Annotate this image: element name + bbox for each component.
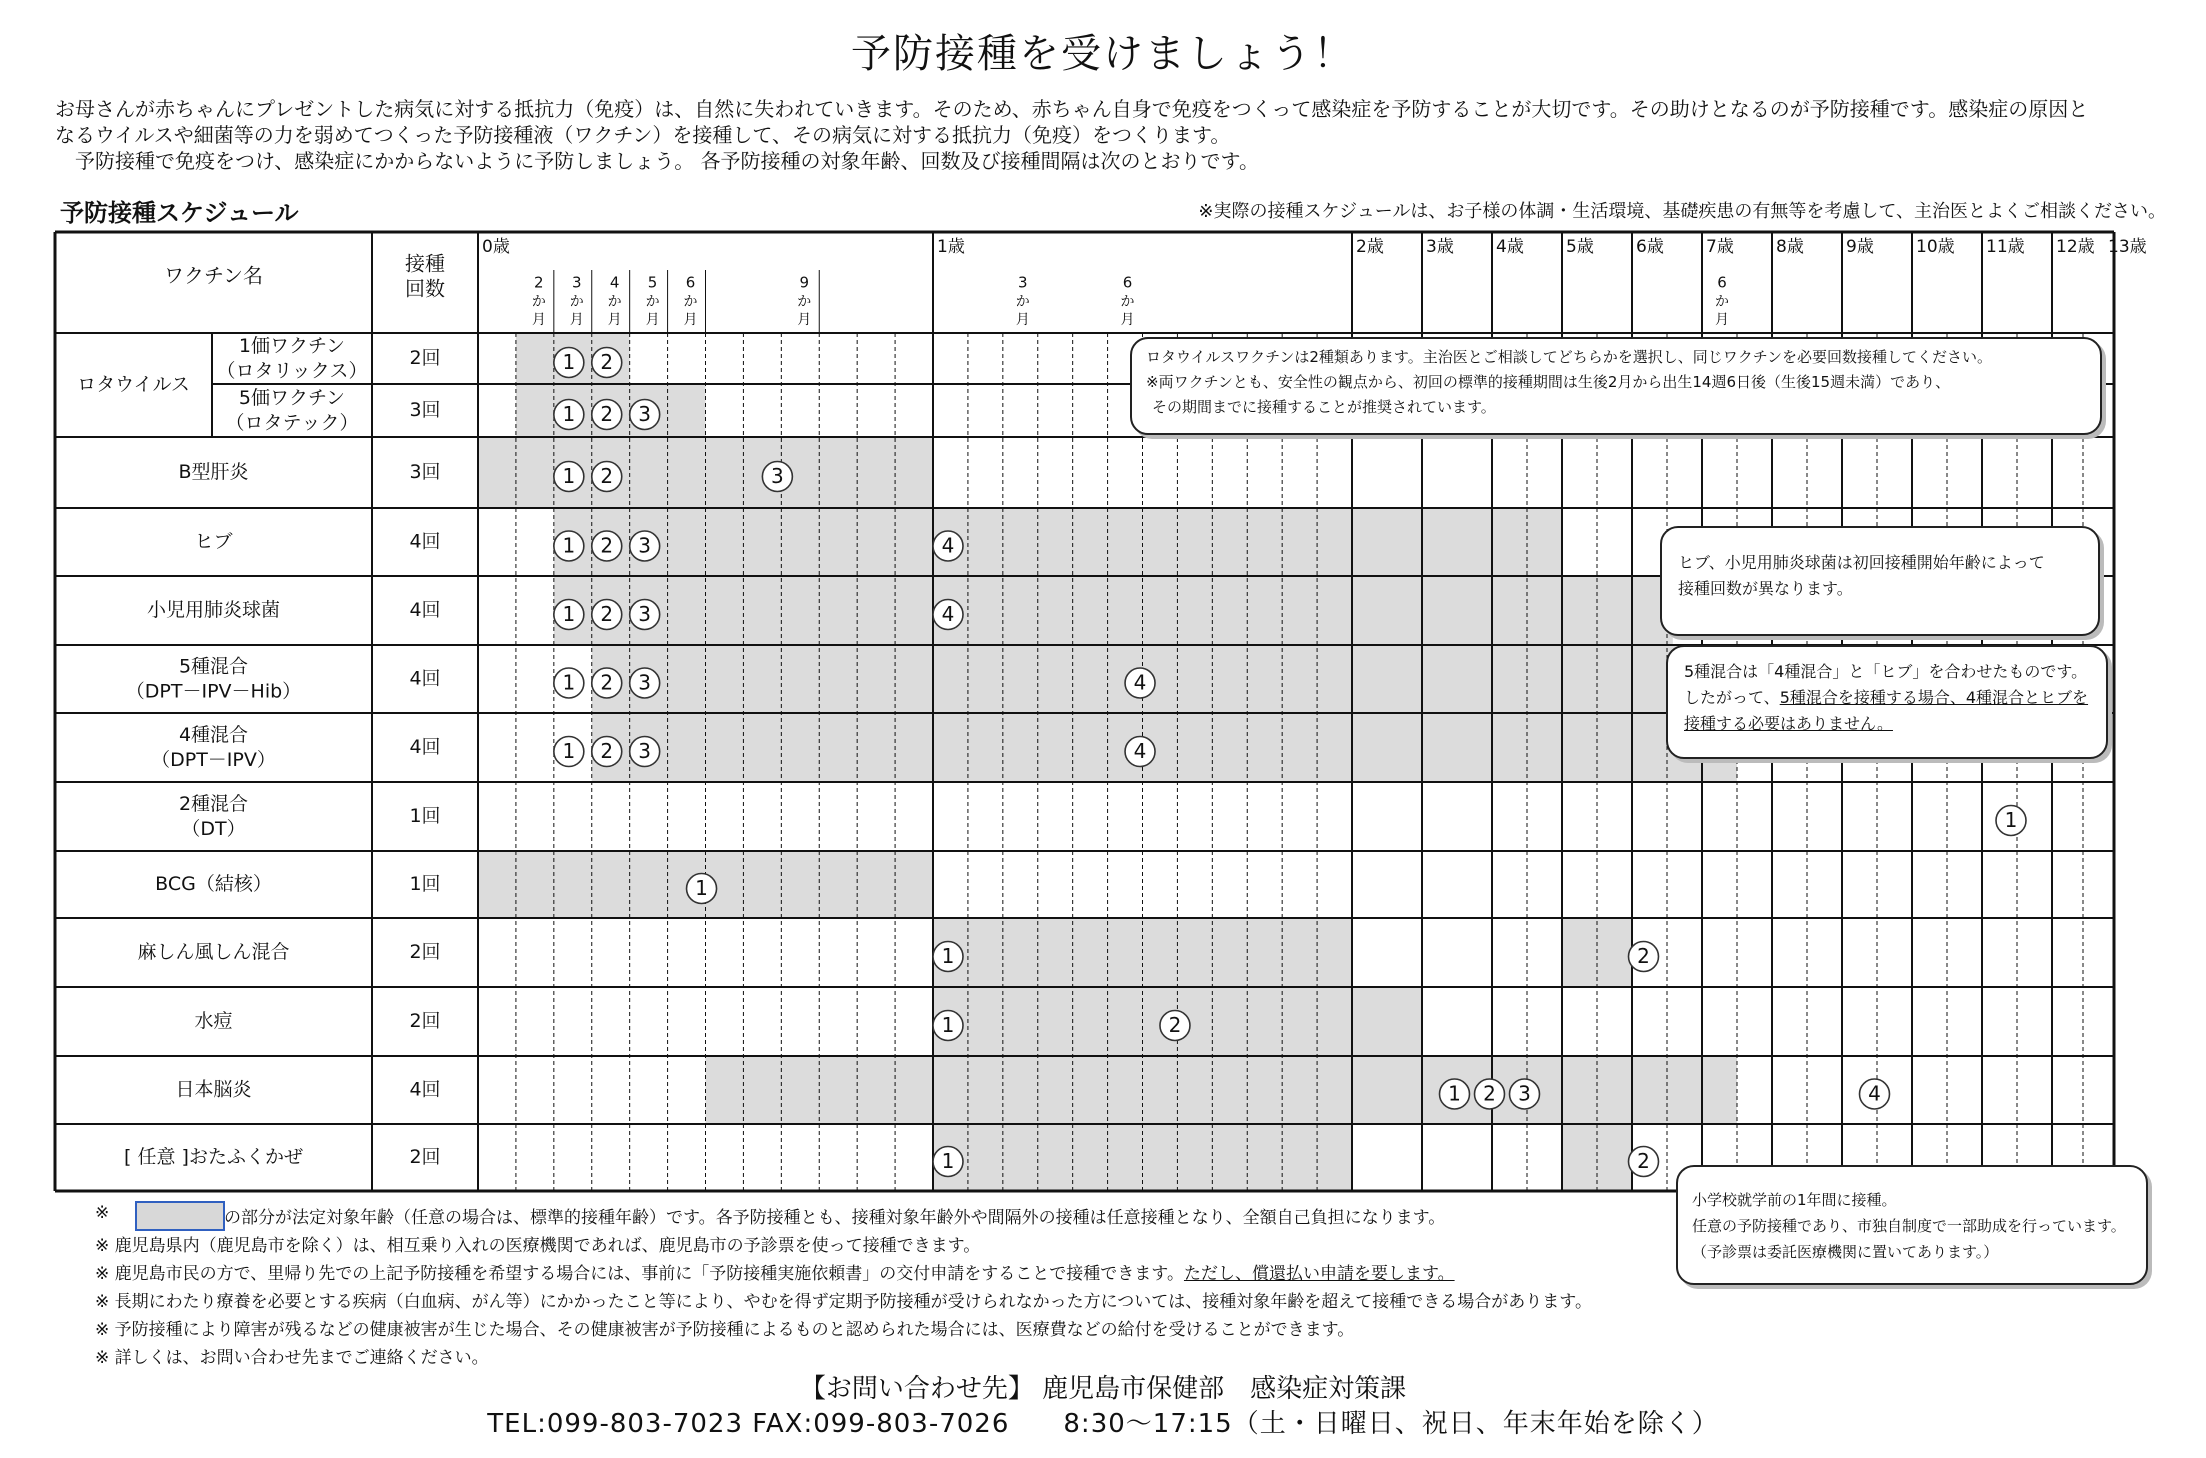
dose-number: 1 bbox=[562, 402, 576, 426]
dose-number: 2 bbox=[1637, 1149, 1650, 1173]
shade-row-4-0 bbox=[554, 576, 1673, 645]
five-note-line-2a: したがって、 bbox=[1684, 688, 1780, 707]
shade-row-6-0 bbox=[592, 713, 1737, 782]
vaccine-name-5-1: 5種混合 bbox=[178, 655, 249, 678]
vaccine-name-1-2: （ロタテック） bbox=[225, 412, 359, 434]
mumps-note-line-3: （予診票は委託医療機関に置いてあります。） bbox=[1692, 1243, 1999, 1261]
footnote-5: ※ 予防接種により障害が残るなどの健康被害が生じた場合、その健康被害が予防接種によるものと認められた場合には、医療費などの給付を受けることができます。 bbox=[95, 1320, 1355, 1340]
dose-number: 1 bbox=[562, 350, 576, 374]
dose-mark-r1-2 bbox=[554, 400, 584, 430]
mumps-note-line-1: 小学校就学前の1年間に接種。 bbox=[1692, 1191, 1897, 1209]
month-y0-9-num: 9 bbox=[799, 273, 810, 292]
month-y0-4-num: 4 bbox=[609, 273, 620, 292]
intro-line-3: 予防接種で免疫をつけ、感染症にかからないように予防しましょう。 各予防接種の対象年齢、回数及び接種間隔は次のとおりです。 bbox=[75, 149, 1259, 173]
dose-mark-r5-16 bbox=[554, 668, 584, 698]
header-vaccine-name: ワクチン名 bbox=[164, 263, 263, 288]
dose-number: 1 bbox=[941, 944, 955, 968]
dose-number: 3 bbox=[1518, 1081, 1531, 1106]
page-title: 予防接種を受けましょう！ bbox=[851, 31, 1355, 77]
dose-mark-r7-24 bbox=[1996, 806, 2026, 836]
age-label-5: 5歳 bbox=[1566, 237, 1594, 257]
month-y0-5-num: 5 bbox=[647, 273, 658, 292]
dose-mark-r6-21 bbox=[592, 737, 622, 767]
vaccine-name-1-1: 5価ワクチン bbox=[238, 387, 346, 409]
month-y0-6-tsuki: 月 bbox=[683, 312, 698, 328]
dose-mark-r3-10 bbox=[630, 531, 660, 561]
dose-number: 2 bbox=[1483, 1081, 1496, 1106]
dose-number: 2 bbox=[600, 533, 614, 558]
dose-mark-r11-32 bbox=[1510, 1079, 1540, 1109]
dose-number: 3 bbox=[771, 464, 784, 488]
dose-count-11: 4回 bbox=[409, 1078, 441, 1101]
footnote-1: の部分が法定対象年齢（任意の場合は、標準的接種年齢）です。各予防接種とも、接種対象年齢外や間隔外の接種は任意接種となり、全額自己負担になります。 bbox=[224, 1208, 1446, 1228]
dose-mark-r1-3 bbox=[592, 400, 622, 430]
dose-number: 4 bbox=[941, 602, 955, 626]
dose-count-4: 4回 bbox=[409, 599, 441, 621]
dose-number: 1 bbox=[941, 1149, 955, 1173]
age-label-2: 2歳 bbox=[1356, 237, 1384, 257]
dose-mark-r12-35 bbox=[1629, 1147, 1659, 1177]
dose-mark-r0-0 bbox=[554, 348, 584, 378]
month-y1-6-ka: か bbox=[1120, 294, 1135, 310]
mumps-note-line-2: 任意の予防接種であり、市独自制度で一部助成を行っています。 bbox=[1692, 1217, 2126, 1235]
month-y0-6-ka: か bbox=[683, 294, 698, 310]
dose-number: 1 bbox=[562, 533, 576, 558]
month-y7-6-num: 6 bbox=[1717, 273, 1727, 292]
dose-mark-r10-28 bbox=[933, 1011, 963, 1041]
footnote-2: ※ 鹿児島県内（鹿児島市を除く）は、相互乗り入れの医療機関であれば、鹿児島市の予診票を使って接種できます。 bbox=[95, 1236, 981, 1256]
month-y0-2-tsuki: 月 bbox=[531, 312, 546, 328]
age-label-9: 9歳 bbox=[1846, 237, 1874, 257]
dose-number: 2 bbox=[1637, 944, 1650, 968]
dose-count-8: 1回 bbox=[409, 873, 441, 895]
month-y0-9-tsuki: 月 bbox=[797, 312, 812, 328]
dose-count-3: 4回 bbox=[409, 530, 441, 553]
dose-count-9: 2回 bbox=[409, 941, 441, 963]
dose-count-2: 3回 bbox=[409, 461, 441, 483]
five-in-one-note-bubble bbox=[1666, 645, 2108, 759]
vaccine-name-3: ヒブ bbox=[194, 530, 233, 553]
dose-mark-r3-8 bbox=[554, 531, 584, 561]
dose-number: 3 bbox=[638, 533, 652, 558]
month-y1-6-num: 6 bbox=[1122, 273, 1133, 292]
rota-group-label: ロタウイルス bbox=[77, 373, 190, 396]
dose-number: 3 bbox=[638, 602, 652, 626]
age-label-3: 3歳 bbox=[1426, 237, 1454, 257]
vaccine-name-0-2: （ロタリックス） bbox=[216, 360, 368, 382]
header-doses-2: 回数 bbox=[405, 276, 445, 301]
dose-mark-r10-29 bbox=[1160, 1011, 1190, 1041]
header-doses-1: 接種 bbox=[405, 251, 445, 276]
dose-mark-r11-33 bbox=[1860, 1079, 1890, 1109]
dose-mark-r3-11 bbox=[933, 531, 963, 561]
month-y0-4-ka: か bbox=[607, 294, 622, 310]
dose-mark-r6-22 bbox=[630, 737, 660, 767]
dose-number: 1 bbox=[562, 739, 576, 763]
age-label-4: 4歳 bbox=[1496, 237, 1524, 257]
dose-number: 2 bbox=[600, 464, 614, 488]
dose-mark-r8-25 bbox=[687, 874, 717, 904]
month-y1-3-num: 3 bbox=[1017, 273, 1028, 292]
month-y0-5-tsuki: 月 bbox=[645, 312, 660, 328]
vaccine-name-7-2: （DT） bbox=[181, 818, 246, 840]
five-note-line-2b: 5種混合を接種する場合、4種混合とヒブを bbox=[1779, 688, 2089, 707]
vaccine-name-2: B型肝炎 bbox=[178, 461, 249, 483]
age-label-12: 12歳 bbox=[2056, 237, 2095, 257]
vaccine-name-10: 水痘 bbox=[194, 1010, 233, 1032]
dose-mark-r4-13 bbox=[592, 600, 622, 630]
dose-mark-r9-27 bbox=[1629, 942, 1659, 972]
month-y0-2-ka: か bbox=[531, 294, 546, 310]
age-label-7: 7歳 bbox=[1706, 237, 1734, 257]
dose-mark-r6-20 bbox=[554, 737, 584, 767]
dose-count-10: 2回 bbox=[409, 1010, 441, 1032]
hib-note-bubble bbox=[1660, 526, 2100, 636]
five-note-line-3: 接種する必要はありません。 bbox=[1684, 714, 1893, 733]
vaccine-name-12: [ 任意 ]おたふくかぜ bbox=[124, 1146, 303, 1168]
dose-number: 2 bbox=[600, 739, 614, 763]
dose-mark-r4-12 bbox=[554, 600, 584, 630]
month-y0-3-ka: か bbox=[569, 294, 584, 310]
dose-mark-r5-19 bbox=[1125, 668, 1155, 698]
shade-row-11-0 bbox=[706, 1056, 1738, 1124]
age-label-0: 0歳 bbox=[482, 237, 510, 257]
dose-number: 3 bbox=[638, 402, 652, 426]
hib-note-line-1: ヒブ、小児用肺炎球菌は初回接種開始年齢によって bbox=[1678, 553, 2045, 572]
month-y1-6-tsuki: 月 bbox=[1120, 312, 1135, 328]
dose-count-1: 3回 bbox=[409, 399, 441, 421]
vaccine-name-5-2: （DPT－IPV－Hib） bbox=[125, 680, 302, 703]
dose-number: 1 bbox=[1448, 1081, 1461, 1106]
dose-number: 2 bbox=[600, 670, 614, 695]
dose-number: 4 bbox=[1133, 670, 1147, 695]
vaccine-name-8: BCG（結核） bbox=[155, 873, 272, 895]
dose-count-12: 2回 bbox=[409, 1146, 441, 1168]
month-y0-2-num: 2 bbox=[534, 273, 544, 292]
dose-number: 2 bbox=[600, 602, 614, 626]
dose-number: 1 bbox=[562, 602, 576, 626]
dose-mark-r11-31 bbox=[1475, 1079, 1505, 1109]
vaccine-name-0-1: 1価ワクチン bbox=[238, 335, 346, 357]
dose-number: 4 bbox=[1133, 739, 1147, 763]
dose-number: 1 bbox=[562, 670, 576, 695]
footnote-3 bbox=[95, 1259, 1455, 1284]
vaccine-name-11: 日本脳炎 bbox=[175, 1078, 252, 1101]
dose-mark-r9-26 bbox=[933, 942, 963, 972]
dose-number: 2 bbox=[600, 350, 614, 374]
month-y1-3-ka: か bbox=[1015, 294, 1030, 310]
month-y1-3-tsuki: 月 bbox=[1015, 312, 1030, 328]
contact-phone-hours: TEL:099-803-7023 FAX:099-803-7026 8:30～17:15（土・日曜日、祝日、年末年始を除く） bbox=[487, 1409, 1719, 1439]
dose-mark-r12-34 bbox=[933, 1147, 963, 1177]
dose-mark-r0-1 bbox=[592, 348, 622, 378]
month-y0-9-ka: か bbox=[797, 294, 812, 310]
age-label-13: 13歳 bbox=[2108, 237, 2147, 257]
month-y0-5-ka: か bbox=[645, 294, 660, 310]
footnote-3-underline: ただし、償還払い申請を要します。 bbox=[1183, 1264, 1455, 1284]
month-y0-3-num: 3 bbox=[571, 273, 582, 292]
month-y0-4-tsuki: 月 bbox=[607, 312, 622, 328]
dose-mark-r5-18 bbox=[630, 668, 660, 698]
dose-mark-r11-30 bbox=[1440, 1079, 1470, 1109]
contact-office: 【お問い合わせ先】 鹿児島市保健部 感染症対策課 bbox=[799, 1374, 1407, 1404]
rota-note-line-2: ※両ワクチンとも、安全性の観点から、初回の標準的接種期間は生後2月から出生14週6日後（生後15週未満）であり、 bbox=[1146, 373, 1951, 391]
dose-count-7: 1回 bbox=[409, 805, 441, 827]
dose-number: 3 bbox=[638, 739, 652, 763]
vaccine-name-4: 小児用肺炎球菌 bbox=[146, 599, 281, 621]
schedule-title: 予防接種スケジュール bbox=[60, 199, 299, 227]
vaccine-name-9: 麻しん風しん混合 bbox=[137, 941, 290, 963]
age-label-10: 10歳 bbox=[1916, 237, 1955, 257]
dose-number: 1 bbox=[941, 1013, 955, 1037]
month-y0-3-tsuki: 月 bbox=[569, 312, 584, 328]
age-label-11: 11歳 bbox=[1986, 237, 2025, 257]
rota-note-line-3: その期間までに接種することが推奨されています。 bbox=[1152, 398, 1496, 416]
dose-mark-r2-7 bbox=[762, 462, 792, 492]
footnote-mark: ※ bbox=[95, 1203, 110, 1223]
month-y7-6-tsuki: 月 bbox=[1715, 312, 1729, 328]
vaccine-name-6-2: （DPT－IPV） bbox=[151, 749, 276, 771]
mumps-note-bubble bbox=[1676, 1165, 2148, 1285]
footnote-3-text: ※ 鹿児島市民の方で、里帰り先での上記予防接種を希望する場合には、事前に「予防接種実施依頼書」の交付申請をすることで接種できます。 bbox=[95, 1264, 1184, 1284]
vaccine-name-7-1: 2種混合 bbox=[178, 793, 249, 815]
intro-line-1: お母さんが赤ちゃんにプレゼントした病気に対する抵抗力（免疫）は、自然に失われていきます。そのため、赤ちゃん自身で免疫をつくって感染症を予防することが大切です。その助けとなるのが予防接種です。感染症の原因と bbox=[55, 97, 2089, 121]
dose-mark-r2-6 bbox=[592, 462, 622, 492]
dose-mark-r2-5 bbox=[554, 462, 584, 492]
dose-number: 2 bbox=[1168, 1013, 1182, 1037]
schedule-note: ※実際の接種スケジュールは、お子様の体調・生活環境、基礎疾患の有無等を考慮して、主治医とよくご相談ください。 bbox=[1198, 201, 2166, 222]
dose-number: 2 bbox=[600, 402, 614, 426]
rota-note-line-1: ロタウイルスワクチンは2種類あります。主治医とご相談してどちらかを選択し、同じワクチンを必要回数接種してください。 bbox=[1146, 348, 1992, 366]
intro-line-2: なるウイルスや細菌等の力を弱めてつくった予防接種液（ワクチン）を接種して、その病気に対する抵抗力（免疫）をつくります。 bbox=[55, 123, 1231, 147]
five-note-line-1: 5種混合は「4種混合」と「ヒブ」を合わせたものです。 bbox=[1684, 662, 2088, 681]
footnote-6: ※ 詳しくは、お問い合わせ先までご連絡ください。 bbox=[95, 1348, 489, 1368]
dose-number: 4 bbox=[941, 533, 955, 558]
dose-number: 3 bbox=[638, 670, 652, 695]
month-y0-6-num: 6 bbox=[685, 273, 696, 292]
dose-count-5: 4回 bbox=[409, 667, 441, 690]
dose-mark-r1-4 bbox=[630, 400, 660, 430]
month-y7-6-ka: か bbox=[1715, 294, 1729, 310]
dose-mark-r6-23 bbox=[1125, 737, 1155, 767]
dose-mark-r4-15 bbox=[933, 600, 963, 630]
legend-shade-box bbox=[135, 1201, 225, 1231]
vaccine-name-6-1: 4種混合 bbox=[178, 724, 249, 746]
dose-number: 1 bbox=[695, 876, 708, 900]
dose-number: 1 bbox=[562, 464, 576, 488]
age-label-6: 6歳 bbox=[1636, 237, 1664, 257]
dose-mark-r4-14 bbox=[630, 600, 660, 630]
shade-row-5-0 bbox=[592, 645, 1737, 713]
footnote-4: ※ 長期にわたり療養を必要とする疾病（白血病、がん等）にかかったこと等により、やむを得ず定期予防接種が受けられなかった方については、接種対象年齢を超えて接種できる場合があります。 bbox=[95, 1292, 1592, 1312]
dose-mark-r3-9 bbox=[592, 531, 622, 561]
dose-number: 1 bbox=[2004, 808, 2018, 832]
dose-count-0: 2回 bbox=[409, 347, 441, 369]
dose-mark-r5-17 bbox=[592, 668, 622, 698]
dose-number: 4 bbox=[1868, 1081, 1881, 1106]
age-label-1: 1歳 bbox=[937, 237, 965, 257]
age-label-8: 8歳 bbox=[1776, 237, 1804, 257]
hib-note-line-2: 接種回数が異なります。 bbox=[1678, 579, 1853, 598]
rota-note-bubble bbox=[1130, 337, 2102, 435]
dose-count-6: 4回 bbox=[409, 736, 441, 758]
